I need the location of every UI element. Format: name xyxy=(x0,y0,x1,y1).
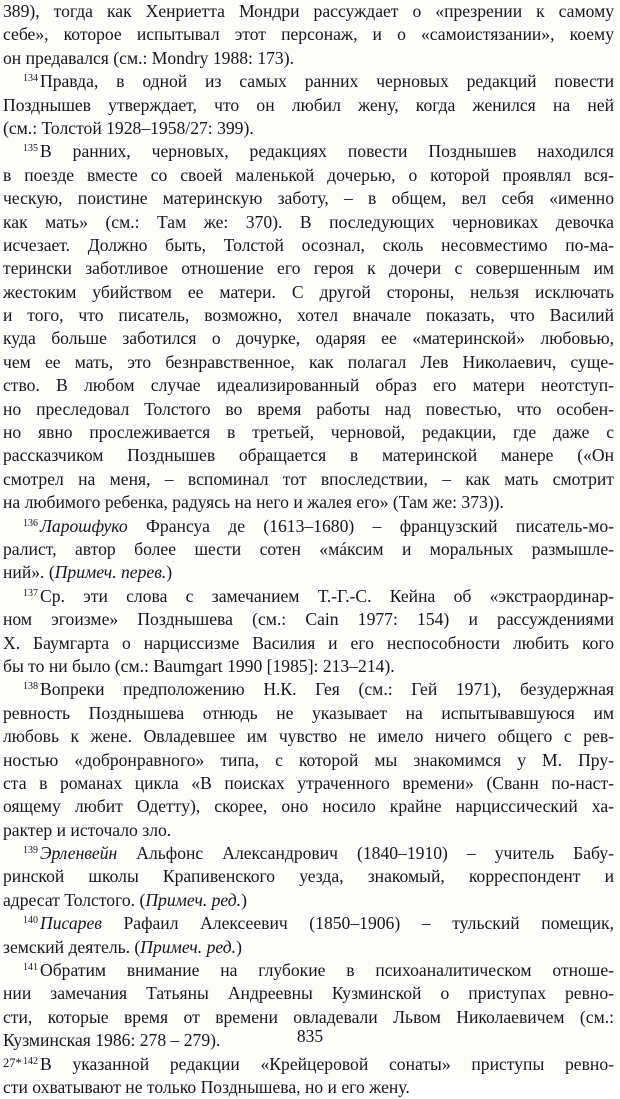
text-line: ста в романах цикла «В поисках утраченного времени» (Сванн по-наст- xyxy=(3,772,614,793)
text-line: он предавался (см.: Mondry 1988: 173). xyxy=(3,47,294,68)
footnote-number: 135 xyxy=(23,143,38,155)
text-line: как мать» (см.: Там же: 370). В последующих черновиках девочка xyxy=(3,211,614,232)
text-line: куда больше заботился о дочурке, одаряя ее «материнской» любовью, xyxy=(3,328,614,349)
footnote-number: 136 xyxy=(23,517,38,529)
text-line: но явно прослеживается в третьей, черновой, редакции, где даже с xyxy=(3,422,614,443)
text-line: в поезде вместе со своей маленькой дочерью, о которой проявлял вся- xyxy=(3,164,614,185)
text-line: ринской школы Крапивенского уезда, знакомый, корреспондент и xyxy=(3,866,614,887)
footnote-number: 139 xyxy=(23,845,38,857)
footnote-134: $^{134}$ Правда, в одной из самых ранних черновых редакций повести xyxy=(23,71,614,92)
text-line: 389), тогда как Хенриетта Мондри рассуждает о «презрении к самому xyxy=(3,1,614,21)
text-line: ралист, автор более шести сотен «мáксим и моральных размышле- xyxy=(3,538,614,559)
text-line: земский деятель. (Примеч. ред.) xyxy=(3,936,242,957)
footnote-135: $^{135}$ В ранних, черновых, редакциях повести Позднышев находился xyxy=(23,141,614,162)
text-line: Х. Баумгарта о нарциссизме Василия и его неспособности любить кого xyxy=(3,632,614,653)
text-line: сти охватывают не только Позднышева, но и его жену. xyxy=(3,1076,410,1097)
footnote-137: $^{137}$ Ср. эти слова с замечанием Т.-Г.-С. Кейна об «экстраординар- xyxy=(23,585,614,606)
body-text xyxy=(3,0,614,1099)
text-line: смотрел на меня, – вспоминал тот впоследствии, – как мать смотрит xyxy=(3,468,614,489)
footnote-142: $^{142}$ В указанной редакции «Крейцеровой сонаты» приступы ревно- xyxy=(23,1053,614,1074)
text-line: бы то ни было (см.: Baumgart 1990 [1985]: 213–214). xyxy=(3,655,395,676)
text-line: ческую, поистине материнскую заботу, – в общем, вел себя «именно xyxy=(3,188,614,209)
text-line: и того, что писатель, возможно, хотел вначале показать, что Василий xyxy=(3,305,614,326)
text-line: Кузминская 1986: 278 – 279). xyxy=(3,1030,221,1051)
text-line: ство. В любом случае идеализированный образ его матери неотступ- xyxy=(3,375,614,396)
footnote-number: 141 xyxy=(23,962,38,974)
text-line: нии замечания Татьяны Андреевны Кузминской о приступах ревно- xyxy=(3,983,614,1004)
footnote-141: $^{141}$ Обратим внимание на глубокие в психоаналитическом отноше- xyxy=(23,960,614,981)
page-number: 835 xyxy=(296,1026,324,1046)
text-line: ностью «добронравного» типа, с которой мы знакомимся у М. Пру- xyxy=(3,749,614,770)
text-line: Позднышев утверждает, что он любил жену, когда женился на ней xyxy=(3,94,614,115)
footnote-number: 142 xyxy=(23,1055,38,1067)
text-line: ном эгоизме» Позднышева (см.: Cain 1977: 154) и рассуждениями xyxy=(3,609,614,630)
footnote-number: 134 xyxy=(23,73,38,85)
text-line: но преследовал Толстого во время работы над повестью, что особен- xyxy=(3,398,614,419)
text-line: исчезает. Должно быть, Толстой осознал, сколь несовместимо по-ма- xyxy=(3,234,614,255)
footnote-138: $^{138}$ Вопреки предположению Н.К. Гея (см.: Гей 1971), безудержная xyxy=(23,679,614,700)
text-line: себе», которое испытывал этот персонаж, и о «самоистязании», коему xyxy=(3,24,614,45)
footnote-140: $^{140}$ Писарев Рафаил Алексеевич (1850–1906) – тульский помещик, xyxy=(23,913,614,934)
footnote-139: $^{139}$ Эрленвейн Альфонс Александрович (1840–1910) – учитель Бабу- xyxy=(23,843,614,864)
text-line: ний». (Примеч. перев.) xyxy=(3,562,173,583)
text-line: рассказчиком Позднышев обращается в материнской манере («Он xyxy=(3,445,614,466)
footnote-number: 138 xyxy=(23,681,38,693)
text-line: на любимого ребенка, радуясь на него и жалея его» (Там же: 373)). xyxy=(3,492,504,513)
footnote-number: 140 xyxy=(23,915,38,927)
signature-mark: 27* xyxy=(3,1056,22,1070)
text-line: жестоким убийством ее матери. С другой стороны, нельзя исключать xyxy=(3,281,614,302)
text-line: оящему любит Одетту), скорее, оно носило крайне нарциссический ха- xyxy=(3,796,614,817)
text-line: ревность Позднышева отнюдь не указывает на испытывавшуюся им xyxy=(3,702,614,723)
text-line: рактер и источало зло. xyxy=(3,819,172,840)
text-line: адресат Толстого. (Примеч. ред.) xyxy=(3,889,247,910)
text-line: чем ее мать, это безнравственное, как полагал Лев Николаевич, суще- xyxy=(3,351,614,372)
text-line: любовь к жене. Овладевшее им чувство не имело ничего общего с рев- xyxy=(3,726,614,747)
footnote-number: 137 xyxy=(23,587,38,599)
footnote-136: $^{136}$ Ларошфуко Франсуа де (1613–1680) – французский писатель-мо- xyxy=(23,515,614,536)
text-line: (см.: Толстой 1928–1958/27: 399). xyxy=(3,117,254,138)
text-line: терински заботливое отношение его героя к дочери с совершенным им xyxy=(3,258,614,279)
text-line: сти, которые время от времени овладевали Львом Николаевичем (см.: xyxy=(3,1006,614,1027)
